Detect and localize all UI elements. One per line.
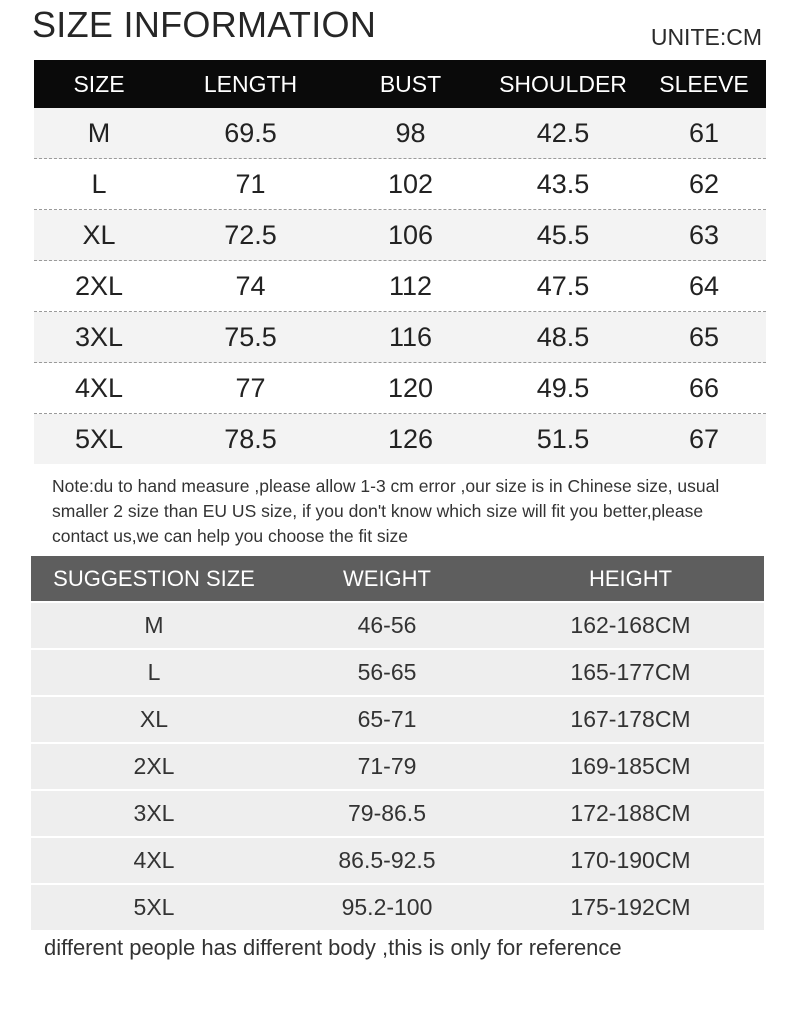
table-row [34, 363, 766, 414]
cell-weight: 56-65 [357, 659, 417, 685]
table-row [34, 312, 766, 363]
unit-label: UNITE:CM [650, 24, 762, 50]
cell-shoulder: 47.5 [536, 270, 590, 301]
cell-size: M [87, 117, 111, 148]
size-table-header [34, 60, 766, 108]
cell-shoulder: 48.5 [536, 321, 590, 352]
cell-shoulder: 45.5 [536, 219, 590, 250]
cell-bust: 102 [387, 168, 434, 199]
cell-height: 169-185CM [570, 753, 691, 779]
cell-sleeve: 67 [688, 423, 720, 454]
table-row [34, 261, 766, 312]
cell-length: 69.5 [224, 117, 277, 148]
header-weight: WEIGHT [343, 565, 431, 591]
table-row [34, 108, 766, 159]
cell-height: 162-168CM [570, 612, 691, 638]
cell-suggestion-size: 4XL [133, 847, 175, 873]
cell-weight: 79-86.5 [347, 800, 426, 826]
cell-sleeve: 66 [688, 372, 720, 403]
table-row [34, 210, 766, 261]
table-row [34, 159, 766, 210]
cell-size: 4XL [74, 372, 124, 403]
cell-bust: 120 [387, 372, 434, 403]
cell-sleeve: 64 [688, 270, 720, 301]
cell-weight: 46-56 [357, 612, 417, 638]
header-length: LENGTH [203, 70, 298, 97]
cell-suggestion-size: XL [139, 706, 169, 732]
suggestion-table-header [31, 556, 764, 601]
cell-weight: 86.5-92.5 [338, 847, 436, 873]
table-row [31, 697, 764, 742]
cell-weight: 71-79 [357, 753, 417, 779]
cell-length: 74 [235, 270, 266, 301]
table-row [31, 885, 764, 930]
cell-bust: 98 [395, 117, 426, 148]
cell-size: XL [82, 219, 116, 250]
cell-length: 75.5 [224, 321, 277, 352]
cell-sleeve: 62 [688, 168, 720, 199]
cell-shoulder: 42.5 [536, 117, 590, 148]
cell-height: 165-177CM [570, 659, 691, 685]
cell-suggestion-size: 2XL [133, 753, 175, 779]
table-row [31, 744, 764, 789]
cell-length: 71 [235, 168, 266, 199]
header-size: SIZE [73, 70, 125, 97]
cell-suggestion-size: L [147, 659, 161, 685]
cell-length: 77 [235, 372, 266, 403]
cell-height: 175-192CM [570, 894, 691, 920]
cell-bust: 126 [387, 423, 434, 454]
suggestion-table [31, 556, 764, 930]
cell-sleeve: 63 [688, 219, 720, 250]
cell-weight: 65-71 [357, 706, 417, 732]
cell-sleeve: 61 [688, 117, 720, 148]
cell-length: 72.5 [224, 219, 277, 250]
table-row [31, 791, 764, 836]
reference-footer: different people has different body ,this is only for reference [44, 935, 622, 960]
cell-weight: 95.2-100 [341, 894, 433, 920]
size-table [34, 60, 766, 464]
cell-shoulder: 43.5 [536, 168, 590, 199]
header-shoulder: SHOULDER [499, 70, 627, 97]
header-suggestion-size: SUGGESTION SIZE [53, 565, 255, 591]
cell-size: 3XL [74, 321, 124, 352]
cell-size: 2XL [74, 270, 124, 301]
table-row [31, 838, 764, 883]
cell-shoulder: 51.5 [536, 423, 590, 454]
cell-height: 172-188CM [570, 800, 691, 826]
cell-height: 170-190CM [570, 847, 691, 873]
cell-bust: 106 [387, 219, 434, 250]
size-table-body [34, 108, 766, 464]
cell-sleeve: 65 [688, 321, 720, 352]
header-height: HEIGHT [588, 565, 673, 591]
table-row [31, 650, 764, 695]
cell-bust: 112 [388, 270, 433, 301]
header-bust: BUST [379, 70, 442, 97]
cell-size: L [91, 168, 107, 199]
measurement-note: Note:du to hand measure ,please allow 1-3 cm error ,our size is in Chinese size, usual smaller 2 size than EU US size, if you don't know which size will fit you better,please contact us,we can help you choose the fit size [52, 476, 720, 546]
cell-shoulder: 49.5 [536, 372, 590, 403]
table-row [34, 414, 766, 464]
cell-height: 167-178CM [570, 706, 691, 732]
cell-suggestion-size: M [144, 612, 164, 638]
cell-bust: 116 [388, 321, 433, 352]
table-row [31, 603, 764, 648]
header-sleeve: SLEEVE [659, 70, 749, 97]
cell-suggestion-size: 5XL [133, 894, 175, 920]
cell-length: 78.5 [224, 423, 277, 454]
cell-size: 5XL [74, 423, 124, 454]
page-title: SIZE INFORMATION [32, 4, 377, 45]
cell-suggestion-size: 3XL [133, 800, 175, 826]
